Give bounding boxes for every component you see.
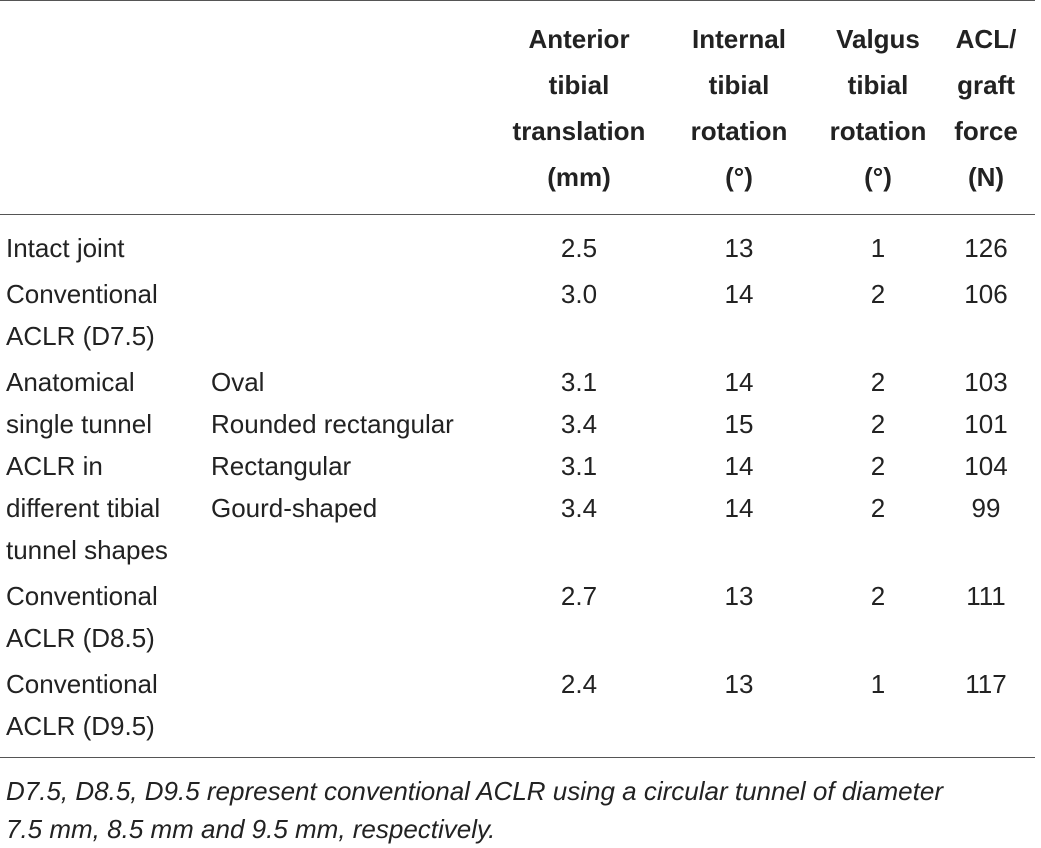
table-row <box>0 357 1035 403</box>
row-label: ACLR in <box>6 451 103 481</box>
cell-internal-rotation: 15 <box>724 409 754 439</box>
table-row <box>0 403 1035 445</box>
row-label: Anatomical <box>6 367 135 397</box>
cell-anterior-translation: 2.4 <box>560 669 598 699</box>
row-shape <box>203 659 499 758</box>
table-row <box>0 487 1035 571</box>
row-label: Intact joint <box>6 233 125 263</box>
cell-graft-force: 117 <box>965 669 1007 699</box>
cell-valgus-rotation: 2 <box>870 367 886 397</box>
table-header <box>0 1 1035 215</box>
cell-valgus-rotation: 2 <box>870 581 886 611</box>
header-empty-2 <box>203 1 499 215</box>
row-shape: Gourd-shaped <box>211 493 378 523</box>
cell-internal-rotation: 13 <box>724 233 754 263</box>
header-empty-1 <box>0 1 203 215</box>
footnote-line-1: D7.5, D8.5, D9.5 represent conventional ACLR using a circular tunnel of diameter <box>6 776 943 806</box>
cell-valgus-rotation: 1 <box>870 669 886 699</box>
cell-internal-rotation: 13 <box>724 669 754 699</box>
cell-graft-force: 126 <box>964 233 1008 263</box>
row-shape: Oval <box>211 367 265 397</box>
row-label: Conventional ACLR (D8.5) <box>6 581 158 653</box>
cell-valgus-rotation: 2 <box>870 451 886 481</box>
row-label: Conventional ACLR (D7.5) <box>6 279 158 351</box>
cell-internal-rotation: 14 <box>724 493 754 523</box>
table-row <box>0 269 1035 357</box>
cell-anterior-translation: 3.4 <box>560 493 598 523</box>
cell-anterior-translation: 3.4 <box>560 409 598 439</box>
header-internal-tibial-rotation: Internal tibial rotation (°) <box>690 24 788 192</box>
row-shape <box>203 215 499 270</box>
cell-anterior-translation: 2.5 <box>560 233 598 263</box>
cell-anterior-translation: 2.7 <box>560 581 598 611</box>
row-shape: Rectangular <box>211 451 352 481</box>
cell-graft-force: 111 <box>966 581 1006 611</box>
header-anterior-tibial-translation: Anterior tibial translation (mm) <box>512 24 646 192</box>
row-shape <box>203 571 499 659</box>
cell-anterior-translation: 3.1 <box>560 451 598 481</box>
row-shape: Rounded rectangular <box>211 409 454 439</box>
cell-valgus-rotation: 2 <box>870 409 886 439</box>
header-acl-graft-force: ACL/ graft force (N) <box>954 24 1018 192</box>
cell-internal-rotation: 13 <box>724 581 754 611</box>
cell-graft-force: 101 <box>964 409 1008 439</box>
cell-graft-force: 99 <box>971 493 1001 523</box>
cell-anterior-translation: 3.0 <box>560 279 598 309</box>
header-valgus-tibial-rotation: Valgus tibial rotation (°) <box>829 24 927 192</box>
table-row <box>0 659 1035 758</box>
cell-anterior-translation: 3.1 <box>560 367 598 397</box>
footnote-line-2: 7.5 mm, 8.5 mm and 9.5 mm, respectively. <box>6 814 496 844</box>
cell-internal-rotation: 14 <box>724 279 754 309</box>
table-footnote <box>6 772 1036 848</box>
cell-graft-force: 106 <box>964 279 1008 309</box>
cell-graft-force: 104 <box>964 451 1008 481</box>
header-row <box>0 1 1035 215</box>
cell-valgus-rotation: 1 <box>870 233 886 263</box>
table-row <box>0 445 1035 487</box>
table-row <box>0 215 1035 270</box>
cell-internal-rotation: 14 <box>724 451 754 481</box>
row-label: Conventional ACLR (D9.5) <box>6 669 158 741</box>
row-label: different tibial tunnel shapes <box>6 493 168 565</box>
table-body <box>0 215 1035 758</box>
cell-valgus-rotation: 2 <box>870 493 886 523</box>
cell-internal-rotation: 14 <box>724 367 754 397</box>
row-label: single tunnel <box>6 409 152 439</box>
cell-graft-force: 103 <box>964 367 1008 397</box>
row-shape <box>203 269 499 357</box>
cell-valgus-rotation: 2 <box>870 279 886 309</box>
table-row <box>0 571 1035 659</box>
